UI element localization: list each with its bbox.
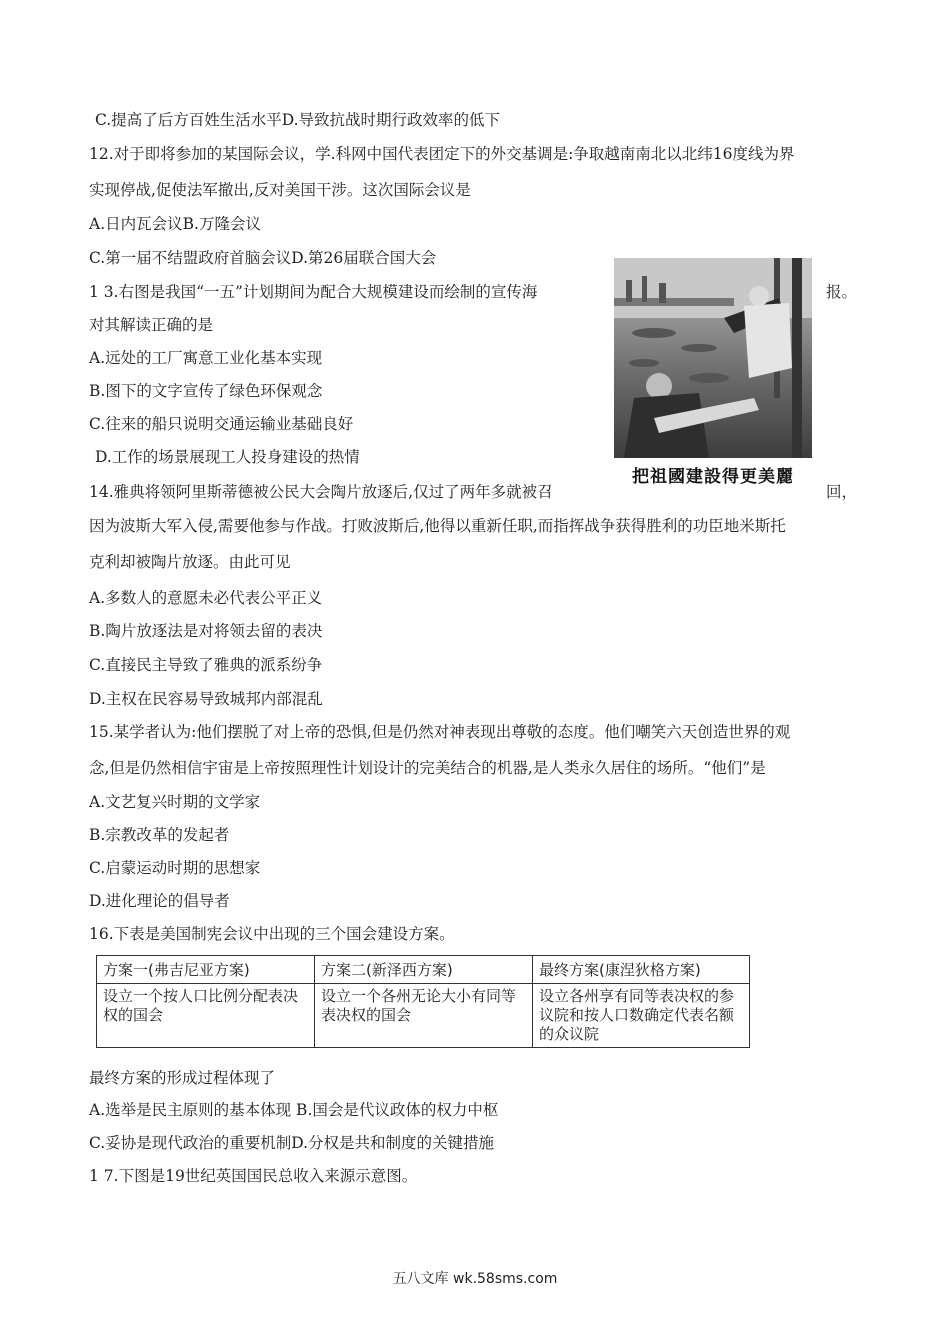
table-header: 方案二(新泽西方案) [315,956,533,984]
poster-caption: 把祖國建設得更美麗 [632,467,794,487]
q16-question: 最终方案的形成过程体现了 [89,1069,276,1087]
q14-stem-3: 克利却被陶片放逐。由此可见 [89,553,291,571]
propaganda-poster [614,258,812,488]
q16-options-cd: C.妥协是现代政治的重要机制D.分权是共和制度的关键措施 [89,1134,495,1152]
q17-stem: 1 7.下图是19世纪英国国民总收入来源示意图。 [89,1167,418,1185]
q13-stem-1: 1 3.右图是我国“一五”计划期间为配合大规模建设而绘制的宣传海 [89,283,538,301]
table-header-row [97,956,750,984]
table-row [97,984,750,1048]
q14-stem-1-end: 回， [826,483,858,501]
q14-option-c: C.直接民主导致了雅典的派系纷争 [89,656,323,674]
q12-stem-1: 12.对于即将参加的某国际会议，学.科网中国代表团定下的外交基调是:争取越南南北以北纬16度线为界 [89,145,795,163]
q15-option-d: D.进化理论的倡导者 [89,892,230,910]
q16-options-ab: A.选举是民主原则的基本体现 B.国会是代议政体的权力中枢 [89,1101,499,1119]
q16-stem: 16.下表是美国制宪会议中出现的三个国会建设方案。 [89,925,455,943]
q14-option-a: A.多数人的意愿未必代表公平正义 [89,589,323,607]
q15-option-a: A.文艺复兴时期的文学家 [89,793,261,811]
q12-options-cd: C.第一届不结盟政府首脑会议D.第26届联合国大会 [89,249,437,267]
q13-option-d: D.工作的场景展现工人投身建设的热情 [95,448,360,466]
q15-option-b: B.宗教改革的发起者 [89,826,230,844]
table-cell: 设立各州享有同等表决权的参议院和按人口数确定代表名额的众议院 [533,984,750,1048]
table-header: 方案一(弗吉尼亚方案) [97,956,315,984]
q13-stem-1-end: 报。 [826,283,858,301]
q13-option-b: B.图下的文字宣传了绿色环保观念 [89,382,323,400]
q13-stem-2: 对其解读正确的是 [89,316,214,334]
q14-stem-1: 14.雅典将领阿里斯蒂德被公民大会陶片放逐后,仅过了两年多就被召 [89,483,553,501]
table-header: 最终方案(康涅狄格方案) [533,956,750,984]
q14-option-d: D.主权在民容易导致城邦内部混乱 [89,690,323,708]
q12-options-ab: A.日内瓦会议B.万隆会议 [89,215,261,233]
poster-illustration [614,258,812,458]
poster-image [614,258,812,458]
congress-plans-table [96,955,750,1048]
q14-stem-2: 因为波斯大军入侵,需要他参与作战。打败波斯后,他得以重新任职,而指挥战争获得胜利的功臣地米斯托 [89,517,786,535]
q15-stem-1: 15.某学者认为:他们摆脱了对上帝的恐惧,但是仍然对神表现出尊敬的态度。他们嘲笑六天创造世界的观 [89,723,791,741]
q13-option-a: A.远处的工厂寓意工业化基本实现 [89,349,323,367]
table-cell: 设立一个按人口比例分配表决权的国会 [97,984,315,1048]
table-cell: 设立一个各州无论大小有同等表决权的国会 [315,984,533,1048]
q15-stem-2: 念,但是仍然相信宇宙是上帝按照理性计划设计的完美结合的机器,是人类永久居住的场所。“他们”是 [89,759,766,777]
q14-option-b: B.陶片放逐法是对将领去留的表决 [89,622,323,640]
q13-option-c: C.往来的船只说明交通运输业基础良好 [89,415,354,433]
footer-watermark: 五八文库 wk.58sms.com [392,1271,558,1287]
q11-options-cd: C.提高了后方百姓生活水平D.导致抗战时期行政效率的低下 [95,111,501,129]
q12-stem-2: 实现停战,促使法军撤出,反对美国干涉。这次国际会议是 [89,181,471,199]
q15-option-c: C.启蒙运动时期的思想家 [89,859,261,877]
